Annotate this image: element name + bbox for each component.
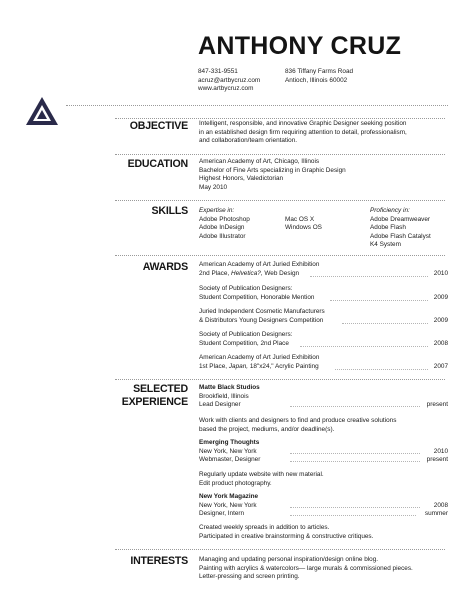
award-year: 2009 [433, 293, 448, 301]
skills-heading: SKILLS [151, 205, 188, 217]
phone: 847-331-9551 [198, 68, 238, 75]
objective-divider [115, 118, 445, 119]
objective-text: Intelligent, responsible, and innovative Graphic Designer seeking position in an established design firm requiring attention to detail, professionalism, and collaboration/team orientation. [199, 120, 407, 145]
skills-os: Mac OS X Windows OS [285, 215, 322, 232]
award-item: American Academy of Art Juried Exhibition 1st Place, Japan, 18"x24," Acrylic Painting [199, 354, 320, 370]
skills-expertise: Expertise in: Adobe Photoshop Adobe InDesign Adobe Illustrator [199, 207, 250, 240]
job-end: present [426, 401, 448, 409]
dotted-leader [310, 276, 428, 277]
dotted-leader [342, 323, 428, 324]
dotted-leader [290, 515, 416, 516]
interests-divider [115, 549, 445, 550]
award-year: 2009 [433, 316, 448, 324]
triangle-logo-icon [25, 96, 59, 126]
award-item: Juried Independent Cosmetic Manufacturers & Distributors Young Designers Competition [199, 308, 325, 324]
contact-left [198, 68, 260, 94]
address-line-2: Antioch, Illinois 60002 [285, 76, 348, 84]
award-item: Society of Publication Designers: Student Competition, Honorable Mention [199, 285, 315, 301]
interests-heading: INTERESTS [130, 555, 188, 567]
address-line-1: 836 Tiffany Farms Road [285, 68, 354, 75]
award-item: Society of Publication Designers: Student Competition, 2nd Place [199, 331, 293, 347]
education-heading: EDUCATION [127, 158, 188, 170]
dotted-leader [290, 406, 420, 407]
contact-right [285, 68, 353, 85]
dotted-leader [330, 300, 428, 301]
awards-divider [115, 255, 445, 256]
award-year: 2007 [433, 362, 448, 370]
job-description: Regularly update website with new material. Edit product photography. [199, 471, 324, 487]
education-divider [115, 154, 445, 155]
skills-proficiency: Proficiency in: Adobe Dreamweaver Adobe Flash Adobe Flash Catalyst K4 System [370, 207, 431, 249]
job-entry: New York Magazine New York, New York Designer, Intern [199, 493, 259, 518]
dotted-leader [290, 453, 420, 454]
email: acruz@artbycruz.com [198, 76, 261, 84]
objective-heading: OBJECTIVE [129, 120, 188, 132]
job-entry: Emerging Thoughts New York, New York Webmaster, Designer [199, 439, 261, 464]
job-end: present [426, 456, 448, 464]
dotted-leader [335, 369, 428, 370]
website: www.artbycruz.com [198, 85, 254, 93]
interests-text: Managing and updating personal inspiration/design online blog. Painting with acrylics & watercolors— large murals & commissioned pieces. Letter-pressing and screen printing. [199, 556, 413, 581]
dotted-leader [290, 507, 420, 508]
dotted-leader [300, 346, 428, 347]
job-start: 2010 [433, 447, 448, 455]
award-item: American Academy of Art Juried Exhibition 2nd Place, Helvetica?, Web Design [199, 261, 320, 277]
award-year: 2010 [433, 269, 448, 277]
award-year: 2008 [433, 339, 448, 347]
header-divider [66, 105, 448, 106]
education-text: American Academy of Art, Chicago, Illinois Bachelor of Fine Arts specializing in Graphic Design Highest Honors, Valedictorian May 2010 [199, 158, 346, 191]
skills-divider [115, 200, 445, 201]
dotted-leader [290, 461, 420, 462]
experience-divider [115, 379, 445, 380]
experience-heading: SELECTED EXPERIENCE [121, 383, 188, 408]
job-end: summer [424, 510, 448, 518]
job-description: Work with clients and designers to find and produce creative solutions based the project, mediums, and/or deadline(s). [199, 417, 397, 433]
job-entry: Matte Black Studios Brookfield, Illinois Lead Designer [199, 384, 260, 409]
job-description: Created weekly spreads in addition to articles. Participated in creative brainstorming & constructive critiques. [199, 524, 374, 540]
job-start: 2008 [433, 501, 448, 509]
resume-name: ANTHONY CRUZ [198, 32, 402, 60]
awards-heading: AWARDS [142, 261, 188, 273]
